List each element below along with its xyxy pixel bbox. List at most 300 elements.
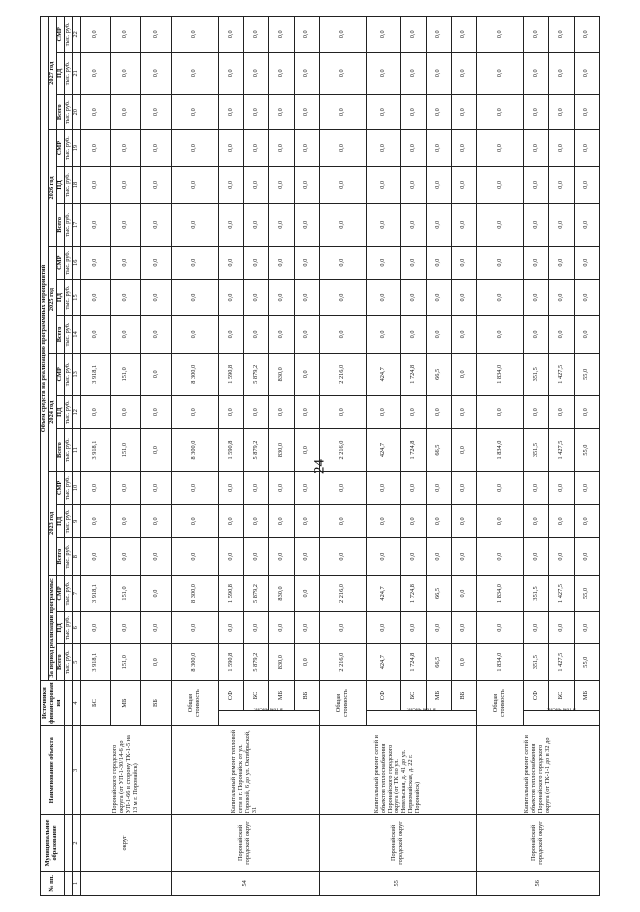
- table-cell: 0,0: [171, 505, 218, 538]
- header-total: Всего: [56, 95, 64, 130]
- table-cell: 424,7: [366, 575, 400, 611]
- table-cell: 0,0: [269, 471, 294, 504]
- table-cell: 1 834,0: [477, 644, 524, 680]
- table-cell: 0,0: [401, 538, 426, 575]
- table-cell: БС: [80, 680, 110, 725]
- table-cell: 0,0: [171, 95, 218, 130]
- table-cell: 0,0: [141, 279, 171, 315]
- table-cell: 0,0: [219, 612, 244, 644]
- column-number: 6: [72, 612, 80, 644]
- table-cell: 0,0: [171, 17, 218, 53]
- table-cell: 0,0: [141, 538, 171, 575]
- table-cell: 0,0: [426, 17, 451, 53]
- header-smr: СМР: [56, 353, 64, 395]
- table-cell: 0,0: [401, 316, 426, 353]
- table-cell: 0,0: [171, 396, 218, 429]
- table-cell: 830,0: [269, 644, 294, 680]
- table-cell: 0,0: [401, 279, 426, 315]
- table-cell: 8 300,0: [171, 575, 218, 611]
- table-cell: 0,0: [366, 396, 400, 429]
- table-cell: 0,0: [294, 279, 319, 315]
- table-cell: 0,0: [294, 429, 319, 471]
- table-cell: 0,0: [269, 52, 294, 94]
- header-year: 2024 год: [48, 353, 56, 471]
- table-cell: 0,0: [451, 95, 476, 130]
- table-cell: 0,0: [141, 644, 171, 680]
- table-cell: 0,0: [219, 279, 244, 315]
- table-cell: 0,0: [426, 396, 451, 429]
- table-cell: 0,0: [574, 246, 599, 279]
- table-cell: 0,0: [171, 246, 218, 279]
- table-cell: 0,0: [426, 130, 451, 166]
- table-cell: 0,0: [574, 95, 599, 130]
- header-year: 2027 год: [48, 17, 56, 130]
- table-cell: 1 427,5: [549, 429, 574, 471]
- table-cell: 5 879,2: [244, 644, 269, 680]
- table-cell: 0,0: [294, 575, 319, 611]
- table-cell: округ: [80, 815, 171, 872]
- table-cell: 0,0: [549, 396, 574, 429]
- table-cell: 0,0: [524, 396, 549, 429]
- table-cell: 0,0: [269, 130, 294, 166]
- table-cell: 0,0: [549, 612, 574, 644]
- table-row: [319, 17, 366, 896]
- table-cell: 0,0: [319, 612, 366, 644]
- header-pd: ПД: [56, 396, 64, 429]
- table-cell: 0,0: [171, 538, 218, 575]
- table-cell: 0,0: [111, 17, 141, 53]
- table-cell: 0,0: [294, 17, 319, 53]
- table-cell: ВБ: [451, 680, 476, 710]
- table-cell: 0,0: [524, 52, 549, 94]
- table-cell: 1 590,8: [219, 353, 244, 395]
- table-cell: 0,0: [111, 204, 141, 246]
- table-cell: 0,0: [141, 130, 171, 166]
- table-cell: 1 427,5: [549, 353, 574, 395]
- table-cell: 55,0: [574, 644, 599, 680]
- table-cell: 0,0: [141, 316, 171, 353]
- header-total: Всего: [56, 429, 64, 471]
- table-cell: 0,0: [477, 612, 524, 644]
- table-cell: 0,0: [549, 505, 574, 538]
- table-cell: 0,0: [141, 204, 171, 246]
- table-cell: 0,0: [171, 130, 218, 166]
- table-row: [171, 17, 218, 896]
- table-cell: 0,0: [574, 52, 599, 94]
- table-cell: 0,0: [451, 612, 476, 644]
- table-cell: Поронайский городской округ: [477, 815, 600, 872]
- table-cell: 0,0: [477, 279, 524, 315]
- table-cell: 0,0: [524, 204, 549, 246]
- header-smr: СМР: [56, 575, 64, 611]
- column-number: 20: [72, 95, 80, 130]
- unit-label: тыс. руб.: [64, 17, 72, 53]
- table-cell: 0,0: [171, 471, 218, 504]
- table-cell: 0,0: [269, 538, 294, 575]
- table-cell: 8 300,0: [171, 353, 218, 395]
- table-cell: 0,0: [451, 130, 476, 166]
- header-pd: ПД: [56, 612, 64, 644]
- table-cell: 0,0: [574, 471, 599, 504]
- table-cell: Общая стоимость: [319, 680, 366, 725]
- header-year: 2025 год: [48, 246, 56, 353]
- table-cell: 0,0: [80, 204, 110, 246]
- table-cell: 0,0: [401, 95, 426, 130]
- table-cell: 1 834,0: [477, 429, 524, 471]
- table-cell: 0,0: [141, 429, 171, 471]
- table-cell: 0,0: [574, 396, 599, 429]
- table-cell: 0,0: [574, 17, 599, 53]
- table-cell: 0,0: [426, 166, 451, 203]
- table-cell: 0,0: [294, 644, 319, 680]
- table-cell: 0,0: [366, 166, 400, 203]
- table-cell: [80, 871, 171, 895]
- table-cell: 0,0: [366, 471, 400, 504]
- table-cell: 1 834,0: [477, 353, 524, 395]
- table-cell: 0,0: [524, 471, 549, 504]
- table-cell: 0,0: [141, 612, 171, 644]
- table-cell: 0,0: [141, 17, 171, 53]
- table-cell: 2 216,0: [319, 353, 366, 395]
- table-cell: Поронайского городского округа (от УП-1-30/14-6 до УП-1-66 в сторону ТК-1-5 на 13 м г. Поронайск): [80, 726, 171, 815]
- table-cell: 0,0: [269, 204, 294, 246]
- table-cell: 0,0: [111, 505, 141, 538]
- table-cell: 151,0: [111, 644, 141, 680]
- table-cell: 55,0: [574, 429, 599, 471]
- table-cell: 0,0: [141, 396, 171, 429]
- table-cell: 1 590,8: [219, 429, 244, 471]
- table-cell: 0,0: [219, 316, 244, 353]
- unit-label: тыс. руб.: [64, 429, 72, 471]
- table-cell: СФ: [524, 680, 549, 710]
- table-cell: МБ: [426, 680, 451, 710]
- table-cell: 0,0: [401, 17, 426, 53]
- table-cell: 0,0: [477, 166, 524, 203]
- table-cell: 0,0: [294, 95, 319, 130]
- table-cell: 0,0: [524, 612, 549, 644]
- table-cell: 1 724,8: [401, 575, 426, 611]
- table-cell: 1 724,8: [401, 353, 426, 395]
- table-cell: 0,0: [366, 95, 400, 130]
- table-cell: 0,0: [549, 246, 574, 279]
- including-label-cell: [219, 706, 320, 726]
- table-cell: МБ: [111, 680, 141, 725]
- table-cell: 0,0: [524, 130, 549, 166]
- table-cell: 0,0: [426, 95, 451, 130]
- table-cell: 0,0: [80, 396, 110, 429]
- table-cell: 0,0: [171, 166, 218, 203]
- table-cell: 54: [171, 871, 319, 895]
- table-cell: 424,7: [366, 429, 400, 471]
- header-period: За период реализации программы:: [48, 575, 56, 680]
- table-cell: Общая стоимость: [477, 680, 524, 725]
- table-cell: 0,0: [80, 505, 110, 538]
- table-cell: 0,0: [366, 612, 400, 644]
- table-cell: 0,0: [269, 612, 294, 644]
- table-cell: 0,0: [477, 505, 524, 538]
- header-pd: ПД: [56, 166, 64, 203]
- table-cell: 0,0: [111, 52, 141, 94]
- header-smr: СМР: [56, 17, 64, 53]
- table-frame: [40, 16, 600, 896]
- table-cell: 0,0: [366, 246, 400, 279]
- table-cell: 0,0: [219, 396, 244, 429]
- table-cell: 0,0: [141, 52, 171, 94]
- header-funds: Объем средств на реализацию программных мероприятий: [41, 17, 49, 681]
- table-cell: 0,0: [111, 279, 141, 315]
- table-cell: 0,0: [426, 505, 451, 538]
- unit-label: тыс. руб.: [64, 95, 72, 130]
- table-cell: 151,0: [111, 575, 141, 611]
- table-cell: 0,0: [171, 612, 218, 644]
- table-cell: 0,0: [171, 204, 218, 246]
- table-cell: 0,0: [80, 471, 110, 504]
- table-cell: 8 300,0: [171, 429, 218, 471]
- table-cell: 0,0: [219, 17, 244, 53]
- table-cell: 0,0: [219, 538, 244, 575]
- column-number: 13: [72, 353, 80, 395]
- table-cell: 0,0: [477, 538, 524, 575]
- table-cell: 0,0: [426, 52, 451, 94]
- table-cell: 0,0: [219, 246, 244, 279]
- table-cell: 0,0: [574, 204, 599, 246]
- table-cell: 0,0: [477, 17, 524, 53]
- table-cell: 0,0: [451, 353, 476, 395]
- table-cell: 0,0: [524, 538, 549, 575]
- table-cell: 0,0: [401, 204, 426, 246]
- table-cell: 0,0: [319, 246, 366, 279]
- table-cell: 0,0: [141, 353, 171, 395]
- table-cell: 151,0: [111, 353, 141, 395]
- page-number: 24: [311, 459, 328, 474]
- table-cell: 0,0: [294, 471, 319, 504]
- table-cell: 0,0: [451, 166, 476, 203]
- table-cell: ВБ: [294, 680, 319, 710]
- table-cell: 0,0: [319, 17, 366, 53]
- unit-label: тыс. руб.: [64, 505, 72, 538]
- header-pd: ПД: [56, 52, 64, 94]
- table-cell: 0,0: [549, 471, 574, 504]
- table-cell: 1 427,5: [549, 575, 574, 611]
- table-row: [80, 17, 110, 896]
- unit-label: тыс. руб.: [64, 246, 72, 279]
- table-cell: 0,0: [574, 612, 599, 644]
- table-cell: 0,0: [401, 246, 426, 279]
- table-cell: 0,0: [477, 95, 524, 130]
- column-number: 5: [72, 644, 80, 680]
- table-cell: 0,0: [524, 17, 549, 53]
- table-cell: 3 918,1: [80, 353, 110, 395]
- table-cell: 0,0: [524, 246, 549, 279]
- table-cell: 0,0: [451, 316, 476, 353]
- table-cell: 0,0: [451, 644, 476, 680]
- table-cell: 0,0: [319, 538, 366, 575]
- table-cell: МБ: [574, 680, 599, 710]
- table-cell: 0,0: [401, 612, 426, 644]
- table-cell: 55,0: [574, 575, 599, 611]
- table-cell: 0,0: [244, 316, 269, 353]
- header-num: № пп.: [41, 871, 65, 895]
- table-cell: 0,0: [294, 246, 319, 279]
- table-cell: 0,0: [477, 471, 524, 504]
- table-row: [477, 17, 524, 896]
- table-cell: 0,0: [244, 52, 269, 94]
- column-number: 19: [72, 130, 80, 166]
- table-cell: 0,0: [294, 316, 319, 353]
- table-cell: 0,0: [549, 316, 574, 353]
- column-number: 11: [72, 429, 80, 471]
- table-cell: 0,0: [80, 166, 110, 203]
- table-cell: 0,0: [219, 95, 244, 130]
- table-cell: 1 834,0: [477, 575, 524, 611]
- header-pd: ПД: [56, 279, 64, 315]
- table-cell: 0,0: [319, 396, 366, 429]
- column-number: 12: [72, 396, 80, 429]
- table-cell: 0,0: [574, 538, 599, 575]
- column-number: 2: [72, 815, 80, 872]
- table-cell: 0,0: [477, 204, 524, 246]
- table-cell: 0,0: [451, 575, 476, 611]
- table-cell: 0,0: [451, 204, 476, 246]
- table-cell: Поронайский городской округ: [171, 815, 319, 872]
- table-cell: 0,0: [549, 279, 574, 315]
- table-cell: 2 216,0: [319, 575, 366, 611]
- table-cell: 0,0: [269, 396, 294, 429]
- table-cell: 0,0: [141, 246, 171, 279]
- table-cell: 0,0: [294, 166, 319, 203]
- unit-label: тыс. руб.: [64, 538, 72, 575]
- unit-label: тыс. руб.: [64, 279, 72, 315]
- table-cell: 0,0: [549, 130, 574, 166]
- table-cell: БС: [549, 680, 574, 710]
- column-number: 8: [72, 538, 80, 575]
- table-cell: 0,0: [401, 166, 426, 203]
- column-number: 22: [72, 17, 80, 53]
- table-cell: 0,0: [451, 17, 476, 53]
- table-cell: 0,0: [80, 52, 110, 94]
- table-cell: 0,0: [401, 396, 426, 429]
- unit-label: тыс. руб.: [64, 166, 72, 203]
- table-cell: 0,0: [366, 316, 400, 353]
- table-cell: 0,0: [549, 538, 574, 575]
- table-cell: 0,0: [111, 130, 141, 166]
- table-cell: 0,0: [426, 316, 451, 353]
- header-municipality: Муниципальное образование: [41, 815, 65, 872]
- table-cell: 0,0: [574, 279, 599, 315]
- table-cell: 0,0: [574, 505, 599, 538]
- table-cell: 0,0: [80, 316, 110, 353]
- table-cell: 351,5: [524, 429, 549, 471]
- unit-label: тыс. руб.: [64, 316, 72, 353]
- table-cell: 0,0: [80, 130, 110, 166]
- table-cell: 0,0: [451, 279, 476, 315]
- table-cell: 0,0: [319, 279, 366, 315]
- table-cell: 0,0: [426, 279, 451, 315]
- table-cell: 0,0: [574, 130, 599, 166]
- header-total: Всего: [56, 204, 64, 246]
- table-cell: 5 879,2: [244, 429, 269, 471]
- table-cell: 0,0: [141, 95, 171, 130]
- unit-label: тыс. руб.: [64, 644, 72, 680]
- table-cell: 0,0: [549, 95, 574, 130]
- table-cell: 0,0: [524, 316, 549, 353]
- table-cell: 351,5: [524, 353, 549, 395]
- table-cell: 0,0: [294, 538, 319, 575]
- table-cell: Поронайский городской округ: [319, 815, 476, 872]
- table-cell: 0,0: [477, 52, 524, 94]
- table-cell: 0,0: [111, 95, 141, 130]
- table-cell: 0,0: [401, 471, 426, 504]
- table-cell: 0,0: [401, 130, 426, 166]
- table-cell: 0,0: [524, 166, 549, 203]
- table-cell: Общая стоимость: [171, 680, 218, 725]
- table-cell: 0,0: [294, 396, 319, 429]
- table-cell: 0,0: [244, 130, 269, 166]
- table-cell: 3 918,1: [80, 575, 110, 611]
- unit-label: тыс. руб.: [64, 204, 72, 246]
- table-cell: 0,0: [451, 505, 476, 538]
- table-cell: 0,0: [219, 130, 244, 166]
- table-cell: 830,0: [269, 429, 294, 471]
- table-cell: МБ: [269, 680, 294, 710]
- table-cell: 0,0: [294, 130, 319, 166]
- table-cell: 66,5: [426, 575, 451, 611]
- table-cell: 0,0: [244, 612, 269, 644]
- header-source: Источники финансирования: [41, 680, 65, 725]
- table-cell: 0,0: [244, 538, 269, 575]
- table-cell: 0,0: [401, 52, 426, 94]
- table-cell: 0,0: [141, 575, 171, 611]
- header-smr: СМР: [56, 130, 64, 166]
- table-cell: 0,0: [111, 538, 141, 575]
- table-cell: 1 590,8: [219, 575, 244, 611]
- table-cell: 0,0: [319, 95, 366, 130]
- table-cell: 0,0: [141, 505, 171, 538]
- unit-label: тыс. руб.: [64, 471, 72, 504]
- table-cell: 5 879,2: [244, 575, 269, 611]
- table-cell: 0,0: [426, 204, 451, 246]
- table-cell: 0,0: [171, 279, 218, 315]
- table-cell: ВБ: [141, 680, 171, 725]
- column-number: 9: [72, 505, 80, 538]
- table-cell: 3 918,1: [80, 644, 110, 680]
- table-cell: 0,0: [366, 505, 400, 538]
- column-number: 18: [72, 166, 80, 203]
- table-cell: 0,0: [451, 52, 476, 94]
- table-cell: 0,0: [244, 505, 269, 538]
- table-cell: 0,0: [294, 505, 319, 538]
- table-body: [80, 17, 599, 896]
- table-cell: 830,0: [269, 353, 294, 395]
- table-cell: 0,0: [244, 204, 269, 246]
- unit-label: тыс. руб.: [64, 130, 72, 166]
- table-cell: 0,0: [451, 538, 476, 575]
- table-cell: 0,0: [426, 538, 451, 575]
- column-number: 1: [72, 871, 80, 895]
- table-cell: 0,0: [80, 538, 110, 575]
- table-cell: 0,0: [549, 17, 574, 53]
- table-cell: 56: [477, 871, 600, 895]
- table-cell: 0,0: [80, 95, 110, 130]
- table-cell: 424,7: [366, 353, 400, 395]
- table-cell: 0,0: [244, 246, 269, 279]
- unit-label: тыс. руб.: [64, 396, 72, 429]
- table-cell: 0,0: [319, 130, 366, 166]
- table-cell: 0,0: [477, 316, 524, 353]
- column-number: 15: [72, 279, 80, 315]
- table-cell: 66,5: [426, 429, 451, 471]
- table-cell: 0,0: [244, 95, 269, 130]
